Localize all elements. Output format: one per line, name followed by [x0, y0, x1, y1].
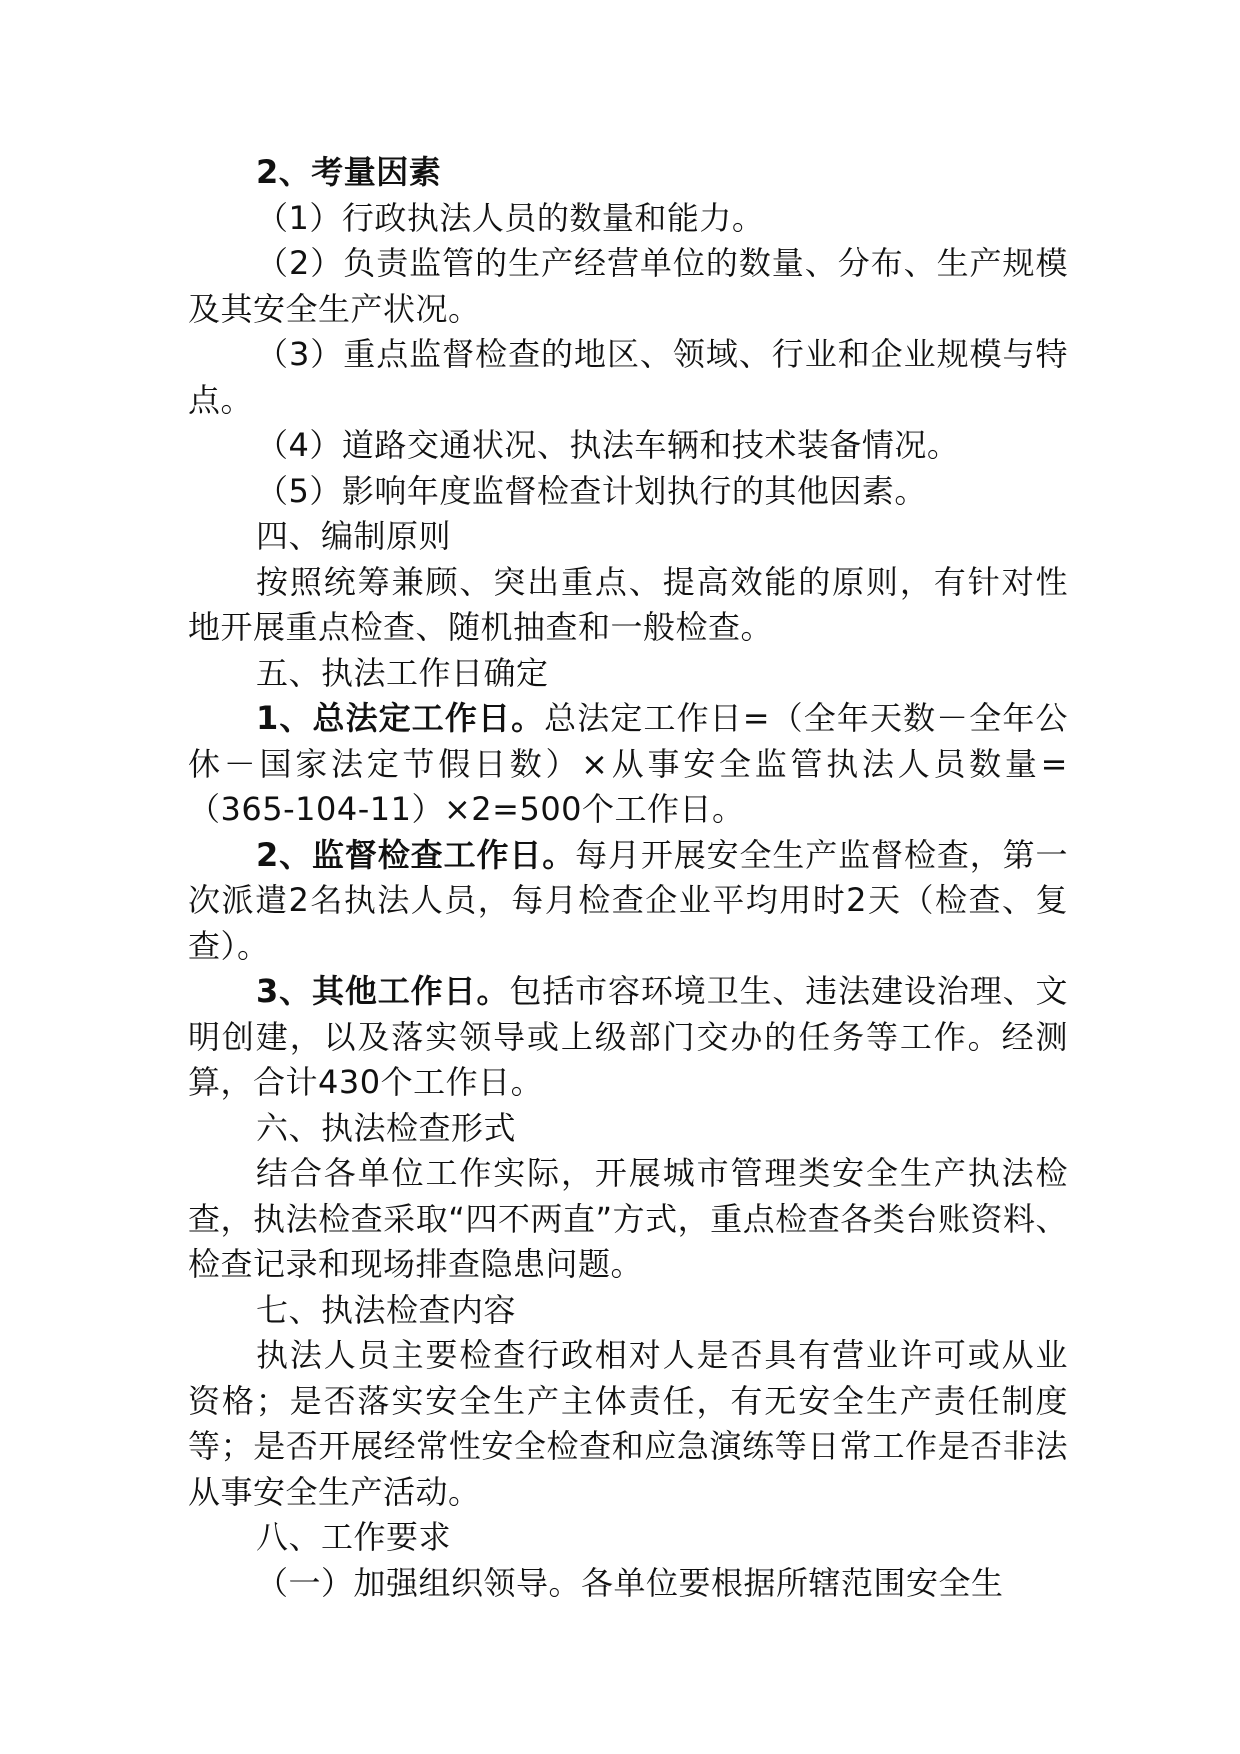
- requirements-paragraph-1: （一）加强组织领导。各单位要根据所辖范围安全生: [256, 1563, 1004, 1602]
- inspection-forms-paragraph: 结合各单位工作实际，开展城市管理类安全生产执法检查，执法检查采取“四不两直”方式，重点检查各类台账资料、检查记录和现场排查隐患问题。: [188, 1154, 1068, 1283]
- workday-other-paragraph: 3、其他工作日。包括市容环境卫生、违法建设治理、文明创建，以及落实领导或上级部门交办的任务等工作。经测算，合计430个工作日。: [188, 972, 1068, 1101]
- heading-workdays: 五、执法工作日确定: [256, 653, 549, 692]
- heading-inspection-content: 七、执法检查内容: [256, 1290, 517, 1329]
- factor-item-2: （2）负责监管的生产经营单位的数量、分布、生产规模及其安全生产状况。: [188, 244, 1068, 328]
- factor-item-5: （5）影响年度监督检查计划执行的其他因素。: [256, 471, 927, 510]
- factor-item-1: （1）行政执法人员的数量和能力。: [256, 198, 765, 237]
- heading-consideration-factors: 2、考量因素: [256, 153, 442, 191]
- workday-inspection-paragraph: 2、监督检查工作日。每月开展安全生产监督检查，第一次派遣2名执法人员，每月检查企业平均用时2天（检查、复查）。: [188, 835, 1068, 965]
- workday-total-paragraph: 1、总法定工作日。总法定工作日=（全年天数－全年公休－国家法定节假日数）×从事安全监管执法人员数量=（365-104-11）×2=500个工作日。: [188, 699, 1068, 828]
- document-body: [188, 150, 1068, 1606]
- heading-compilation-principles: 四、编制原则: [256, 517, 452, 555]
- principles-paragraph: 按照统筹兼顾、突出重点、提高效能的原则，有针对性地开展重点检查、随机抽查和一般检查。: [188, 562, 1068, 646]
- inspection-content-paragraph: 执法人员主要检查行政相对人是否具有营业许可或从业资格；是否落实安全生产主体责任，有无安全生产责任制度等；是否开展经常性安全检查和应急演练等日常工作是否非法从事安全生产活动。: [188, 1336, 1068, 1511]
- factor-item-3: （3）重点监督检查的地区、领域、行业和企业规模与特点。: [188, 335, 1068, 419]
- factor-item-4: （4）道路交通状况、执法车辆和技术装备情况。: [256, 426, 960, 464]
- heading-work-requirements: 八、工作要求: [256, 1518, 452, 1556]
- heading-inspection-forms: 六、执法检查形式: [256, 1108, 517, 1147]
